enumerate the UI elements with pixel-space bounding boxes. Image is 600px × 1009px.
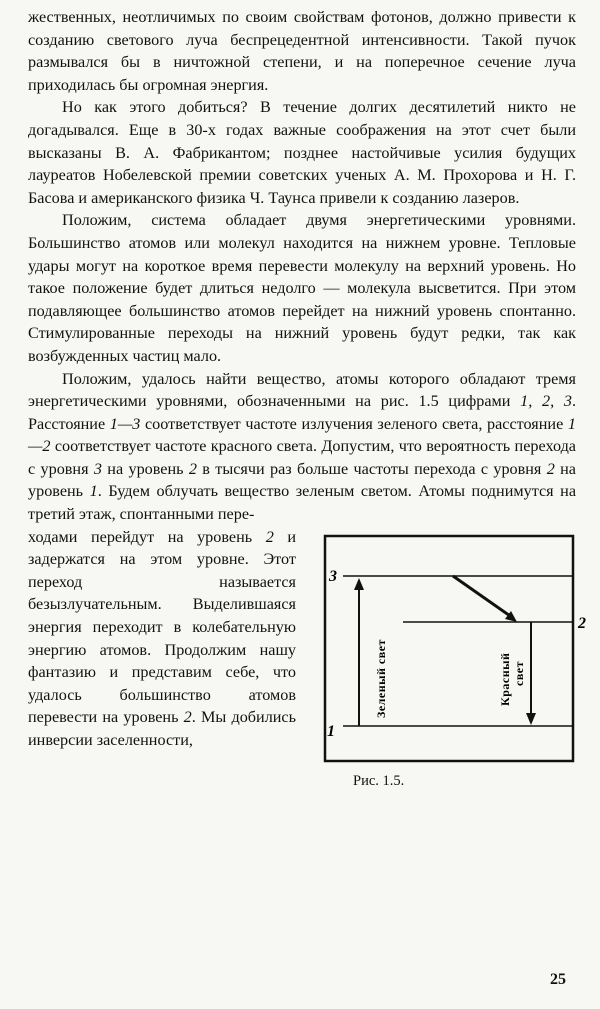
page-number: 25 [550,971,566,988]
wrap-section [28,526,586,789]
nonradiative-transition-line [453,576,513,618]
level-2-label: 2 [578,614,586,632]
paragraph-4: Положим, удалось найти вещество, атомы которого обладают тремя энергетическими уровнями, обозначенными на рис. 1.5 цифрами 1, 2, 3. Расстояние 1—3 соответствует частоте излучения зеленого света, расстояние 1—2 соответствует частоте красного света. Допустим, что вероятность перехода с уровня 3 на уровень 2 в тысячи раз больше частоты перехода с уровня 2 на уровень 1. Будем облучать вещество зеленым светом. Атомы поднимутся на третий этаж, спонтанными пере- [28,369,577,524]
energy-level-diagram [313,526,593,771]
paragraph-1: жественных, неотличимых по своим свойствам фотонов, должно привести к созданию светового луча беспрецедентной интенсивности. Такой пучок размывался бы в ничтожной степени, и на поперечное сечение луча приходилась бы огромная энергия. [28,8,576,94]
figure-frame [325,536,573,761]
red-light-label-2: свет [512,660,526,686]
green-light-label: Зеленый свет [374,638,388,718]
green-arrow-head [354,578,364,590]
paragraph-3: Положим, система обладает двумя энергетическими уровнями. Большинство атомов или молекул находится на нижнем уровне. Тепловые удары могут на короткое время перевести молекулу на верхний уровень. Но такое положение будет длиться недолго — молекула высветится. При этом подавляющее большинство атомов перейдет на нижний уровень спонтанно. Стимулированные переходы на нижний уровень будут редки, так как возбужденных частиц мало. [28,211,576,365]
red-light-label-1: Красный [498,652,512,706]
energy-level-figure [313,526,593,801]
figure-caption: Рис. 1.5. [353,772,405,789]
paragraph-4-continued: ходами перейдут на уровень 2 и задержатся на этом уровне. Этот переход называется безызлучательным. Выделившаяся энергия переходит в колебательную энергию атомов. Продолжим нашу фантазию и представим себе, что удалось большинство атомов перевести на уровень 2. Мы добились инверсии заселенности, [28,527,297,749]
red-arrow-head [526,713,536,725]
paragraph-2: Но как этого добиться? В течение долгих десятилетий никто не догадывался. Еще в 30-х годах важные соображения на этот счет были высказаны В. А. Фабрикантом; позднее настойчивые усилия будущих лауреатов Нобелевской премии советских ученых А. М. Прохорова и Н. Г. Басова и американского физика Ч. Таунса привели к созданию лазеров. [28,98,576,207]
level-1-label: 1 [327,722,335,740]
page [28,6,586,789]
level-3-label: 3 [329,567,337,585]
